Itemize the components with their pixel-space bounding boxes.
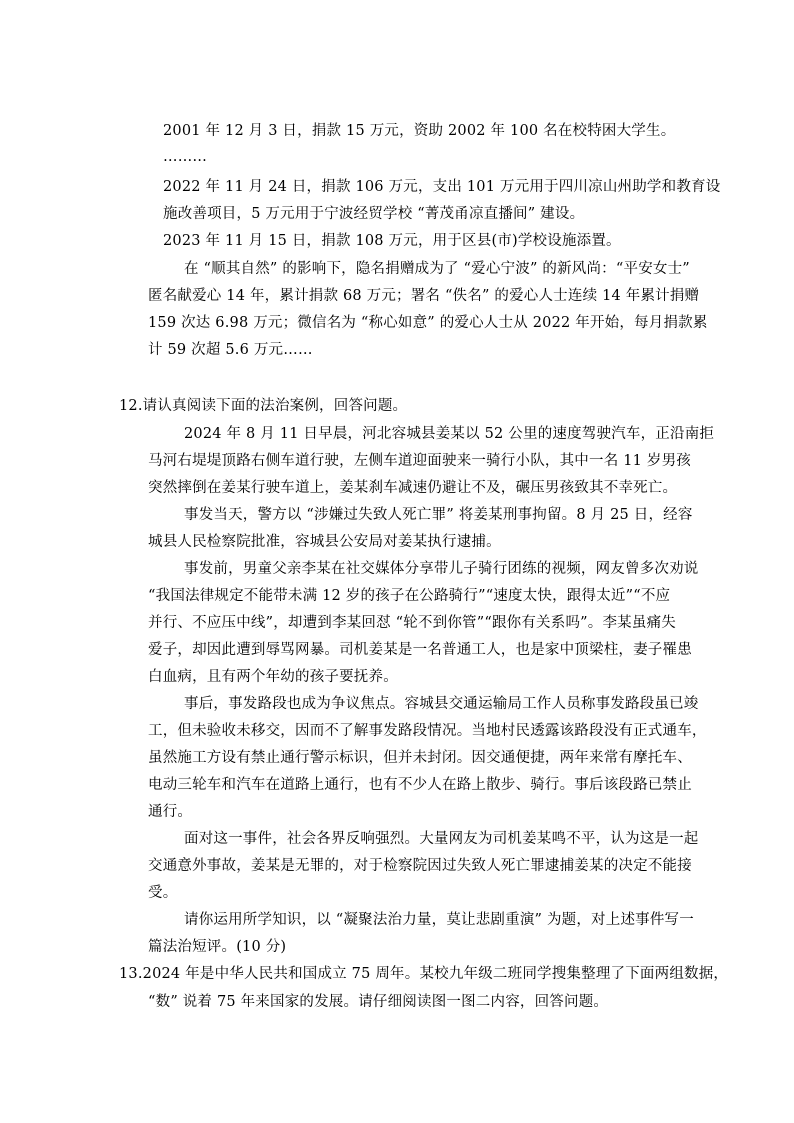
q12-task-line: 请你运用所学知识，以 “凝聚法治力量，莫让悲剧重演” 为题，对上述事件写一 <box>184 912 694 928</box>
donation-paragraph-line-4: 计 59 次超 5.6 万元…… <box>148 342 313 358</box>
q12-case-line: 2024 年 8 月 11 日早晨，河北容城县姜某以 52 公里的速度驾驶汽车，正沿南拒 <box>184 426 715 442</box>
q12-case-line: 工，但未验收未移交，因而不了解事发路段情况。当地村民透露该路段没有正式通车， <box>148 723 707 739</box>
donation-entry-2023: 2023 年 11 月 15 日，捐款 108 万元，用于区县(市)学校设施添置。 <box>163 233 621 249</box>
q12-case-line: 城县人民检察院批准，容城县公安局对姜某执行逮捕。 <box>148 534 501 550</box>
q12-case-line: 事后，事发路段也成为争议焦点。容城县交通运输局工作人员称事发路段虽已竣 <box>184 696 699 712</box>
q12-case-line: 面对这一事件，社会各界反响强烈。大量网友为司机姜某鸣不平，认为这是一起 <box>184 831 699 847</box>
q12-task-line: 篇法治短评。(10 分) <box>148 939 287 955</box>
donation-ellipsis: ……… <box>163 149 208 165</box>
q12-case-line: 白血病，且有两个年幼的孩子要抚养。 <box>148 669 398 685</box>
donation-paragraph-line-3: 159 次达 6.98 万元；微信名为 “称心如意” 的爱心人士从 2022 年开始，每月捐款累 <box>148 315 708 331</box>
question-13-line-2: “数” 说着 75 年来国家的发展。请仔细阅读图一图二内容，回答问题。 <box>148 994 609 1010</box>
q12-case-line: 交通意外事故，姜某是无罪的，对于检察院因过失致人死亡罪逮捕姜某的决定不能接 <box>148 858 692 874</box>
q12-case-line: 受。 <box>148 885 178 901</box>
q12-case-line: 马河右堤堤顶路右侧车道行驶，左侧车道迎面驶来一骑行小队，其中一名 11 岁男孩 <box>148 453 691 469</box>
q12-case-line: 电动三轮车和汽车在道路上通行，也有不少人在路上散步、骑行。事后该段路已禁止 <box>148 777 692 793</box>
q12-case-line: 事发当天，警方以 “涉嫌过失致人死亡罪” 将姜某刑事拘留。8 月 25 日，经容 <box>184 507 693 523</box>
donation-paragraph-line-2: 匿名献爱心 14 年，累计捐款 68 万元；署名 “佚名” 的爱心人士连续 14 年累计捐赠 <box>148 288 700 304</box>
q12-case-line: “我国法律规定不能带未满 12 岁的孩子在公路骑行”“速度太快，跟得太近”“不应 <box>148 588 671 604</box>
donation-entry-2022-line-1: 2022 年 11 月 24 日，捐款 106 万元，支出 101 万元用于四川凉山州助学和教育设 <box>163 179 721 195</box>
donation-paragraph-line-1: 在 “顺其自然” 的影响下，隐名捐赠成为了 “爱心宁波” 的新风尚：“平安女士” <box>184 261 690 277</box>
question-12-heading: 12.请认真阅读下面的法治案例，回答问题。 <box>119 398 408 414</box>
donation-entry-2001: 2001 年 12 月 3 日，捐款 15 万元，资助 2002 年 100 名在校特困大学生。 <box>163 123 676 139</box>
q12-case-line: 并行、不应压中线”，却遭到李某回怼 “轮不到你管”“跟你有关系吗”。李某虽痛失 <box>148 615 676 631</box>
question-13-line-1: 13.2024 年是中华人民共和国成立 75 周年。某校九年级二班同学搜集整理了下面两组数据， <box>119 966 729 982</box>
q12-case-line: 事发前，男童父亲李某在社交媒体分享带儿子骑行团练的视频，网友曾多次劝说 <box>184 561 699 577</box>
q12-case-line: 通行。 <box>148 804 193 820</box>
q12-case-line: 虽然施工方设有禁止通行警示标识，但并未封闭。因交通便捷，两年来常有摩托车、 <box>148 750 692 766</box>
donation-entry-2022-line-2: 施改善项目，5 万元用于宁波经贸学校 “菁茂甬凉直播间” 建设。 <box>163 206 585 222</box>
q12-case-line: 爱子，却因此遭到辱骂网暴。司机姜某是一名普通工人，也是家中顶梁柱，妻子罹患 <box>148 642 692 658</box>
q12-case-line: 突然摔倒在姜某行驶车道上，姜某刹车减速仍避让不及，碾压男孩致其不幸死亡。 <box>148 480 678 496</box>
